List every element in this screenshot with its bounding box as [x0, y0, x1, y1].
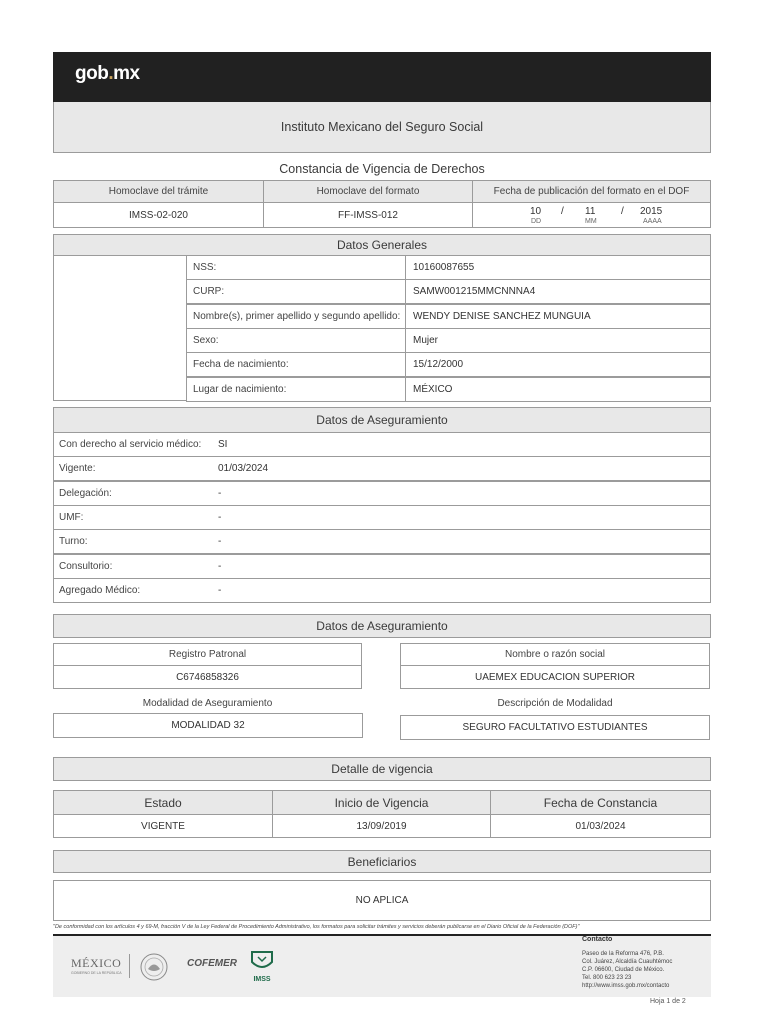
header-fecha-publicacion: Fecha de publicación del formato en el DOF	[472, 180, 711, 203]
inicio-vigencia-header: Inicio de Vigencia	[272, 790, 491, 815]
imss-logo	[249, 950, 275, 983]
registro-patronal-label: Registro Patronal	[53, 643, 362, 666]
logo-text: gob	[75, 63, 109, 84]
inicio-vigencia-value: 13/09/2019	[272, 814, 491, 838]
imss-logo-text: IMSS	[253, 976, 271, 983]
datos-aseguramiento-value: -	[218, 487, 222, 499]
datos-aseguramiento-value: 01/03/2024	[218, 463, 269, 475]
footer-band	[53, 934, 711, 997]
section-detalle-vigencia: Detalle de vigencia	[53, 757, 711, 781]
legal-note: "De conformidad con los artículos 4 y 69-M, fracción V de la Ley Federal de Procedimiento Administrativo, los formatos para solicitar trámites y servicios deberán publicarse en el Diario Oficial de la Federación (DOF)"	[53, 924, 580, 930]
imss-icon	[249, 950, 275, 972]
date-month: 11	[585, 206, 596, 217]
page-number: Hoja 1 de 2	[650, 998, 686, 1005]
datos-aseguramiento-value: -	[218, 511, 222, 523]
fecha-constancia-header: Fecha de Constancia	[490, 790, 711, 815]
datos-aseguramiento-value: SI	[218, 439, 228, 450]
mexico-logo-sub: GOBIERNO DE LA REPÚBLICA	[71, 971, 122, 975]
datos-generales-value: SAMW001215MMCNNNA4	[405, 279, 711, 304]
date-year: 2015	[640, 206, 663, 217]
estado-header: Estado	[53, 790, 273, 815]
logo-divider	[129, 954, 130, 978]
mexico-logo	[71, 956, 125, 975]
homoclave-tramite-value: IMSS-02-020	[53, 202, 264, 228]
estado-value: VIGENTE	[53, 814, 273, 838]
section-beneficiarios: Beneficiarios	[53, 850, 711, 873]
nombre-razon-social-label: Nombre o razón social	[400, 643, 710, 666]
contact-line: Tel. 800 623 23 23	[582, 975, 632, 981]
cofemer-logo: COFEMER	[187, 958, 237, 969]
datos-aseguramiento-label: UMF:	[59, 511, 84, 523]
nombre-razon-social-value: UAEMEX EDUCACION SUPERIOR	[400, 665, 710, 689]
date-sep-1: /	[561, 206, 564, 217]
document-title: Constancia de Vigencia de Derechos	[279, 162, 485, 176]
datos-generales-value: Mujer	[405, 328, 711, 353]
datos-aseguramiento-label: Con derecho al servicio médico:	[59, 439, 202, 450]
header-homoclave-formato: Homoclave del formato	[263, 180, 473, 203]
beneficiarios-value: NO APLICA	[53, 880, 711, 921]
header-homoclave-tramite: Homoclave del trámite	[53, 180, 264, 203]
datos-generales-value: MÉXICO	[405, 377, 711, 402]
photo-placeholder	[53, 255, 187, 401]
datos-aseguramiento-label: Consultorio:	[59, 560, 113, 572]
contact-line: C.P. 06600, Ciudad de México.	[582, 967, 665, 973]
datos-generales-label: Nombre(s), primer apellido y segundo apellido:	[186, 304, 406, 329]
descripcion-modalidad-value: SEGURO FACULTATIVO ESTUDIANTES	[400, 715, 710, 740]
descripcion-modalidad-label: Descripción de Modalidad	[497, 697, 613, 709]
section-datos-generales: Datos Generales	[53, 234, 711, 256]
datos-generales-value: 15/12/2000	[405, 352, 711, 377]
date-day: 10	[530, 206, 542, 217]
fecha-publicacion-value	[472, 202, 711, 228]
escudo-icon	[139, 952, 169, 987]
datos-generales-label: NSS:	[186, 255, 406, 280]
datos-generales-label: Fecha de nacimiento:	[186, 352, 406, 377]
datos-generales-value: 10160087655	[405, 255, 711, 280]
datos-generales-value: WENDY DENISE SANCHEZ MUNGUIA	[405, 304, 711, 329]
datos-aseguramiento-value: -	[218, 536, 222, 548]
gob-mx-header-bar	[53, 52, 711, 102]
mexico-logo-text: MÉXICO	[71, 956, 122, 970]
date-sep-2: /	[621, 206, 624, 217]
datos-aseguramiento-value: -	[218, 584, 222, 596]
datos-aseguramiento-value: -	[218, 560, 222, 572]
logo-suffix: mx	[113, 63, 140, 84]
contact-block	[582, 950, 672, 990]
date-day-label: DD	[531, 218, 542, 225]
institution-name: Instituto Mexicano del Seguro Social	[53, 102, 711, 153]
datos-aseguramiento-label: Agregado Médico:	[59, 584, 141, 596]
modalidad-label: Modalidad de Aseguramiento	[142, 697, 273, 709]
datos-generales-label: Sexo:	[186, 328, 406, 353]
datos-aseguramiento-label: Vigente:	[59, 463, 96, 475]
datos-aseguramiento-label: Delegación:	[59, 487, 112, 499]
section-datos-aseguramiento: Datos de Aseguramiento	[53, 407, 711, 433]
fecha-constancia-value: 01/03/2024	[490, 814, 711, 838]
datos-generales-label: Lugar de nacimiento:	[186, 377, 406, 402]
datos-generales-label: CURP:	[186, 279, 406, 304]
gob-mx-logo	[75, 63, 140, 85]
contact-link[interactable]: http://www.imss.gob.mx/contacto	[582, 983, 670, 989]
modalidad-value: MODALIDAD 32	[53, 713, 363, 738]
datos-aseguramiento-label: Turno:	[59, 536, 88, 548]
contact-title: Contacto	[582, 936, 613, 943]
date-month-label: MM	[585, 218, 597, 225]
section-datos-aseguramiento-2: Datos de Aseguramiento	[53, 614, 711, 638]
registro-patronal-value: C6746858326	[53, 665, 362, 689]
contact-line: Paseo de la Reforma 476, P.B.	[582, 951, 664, 957]
date-year-label: AAAA	[643, 218, 662, 225]
homoclave-formato-value: FF-IMSS-012	[263, 202, 473, 228]
contact-line: Col. Juárez, Alcaldía Cuauhtémoc	[582, 959, 673, 965]
logo-dot: .	[108, 63, 114, 84]
